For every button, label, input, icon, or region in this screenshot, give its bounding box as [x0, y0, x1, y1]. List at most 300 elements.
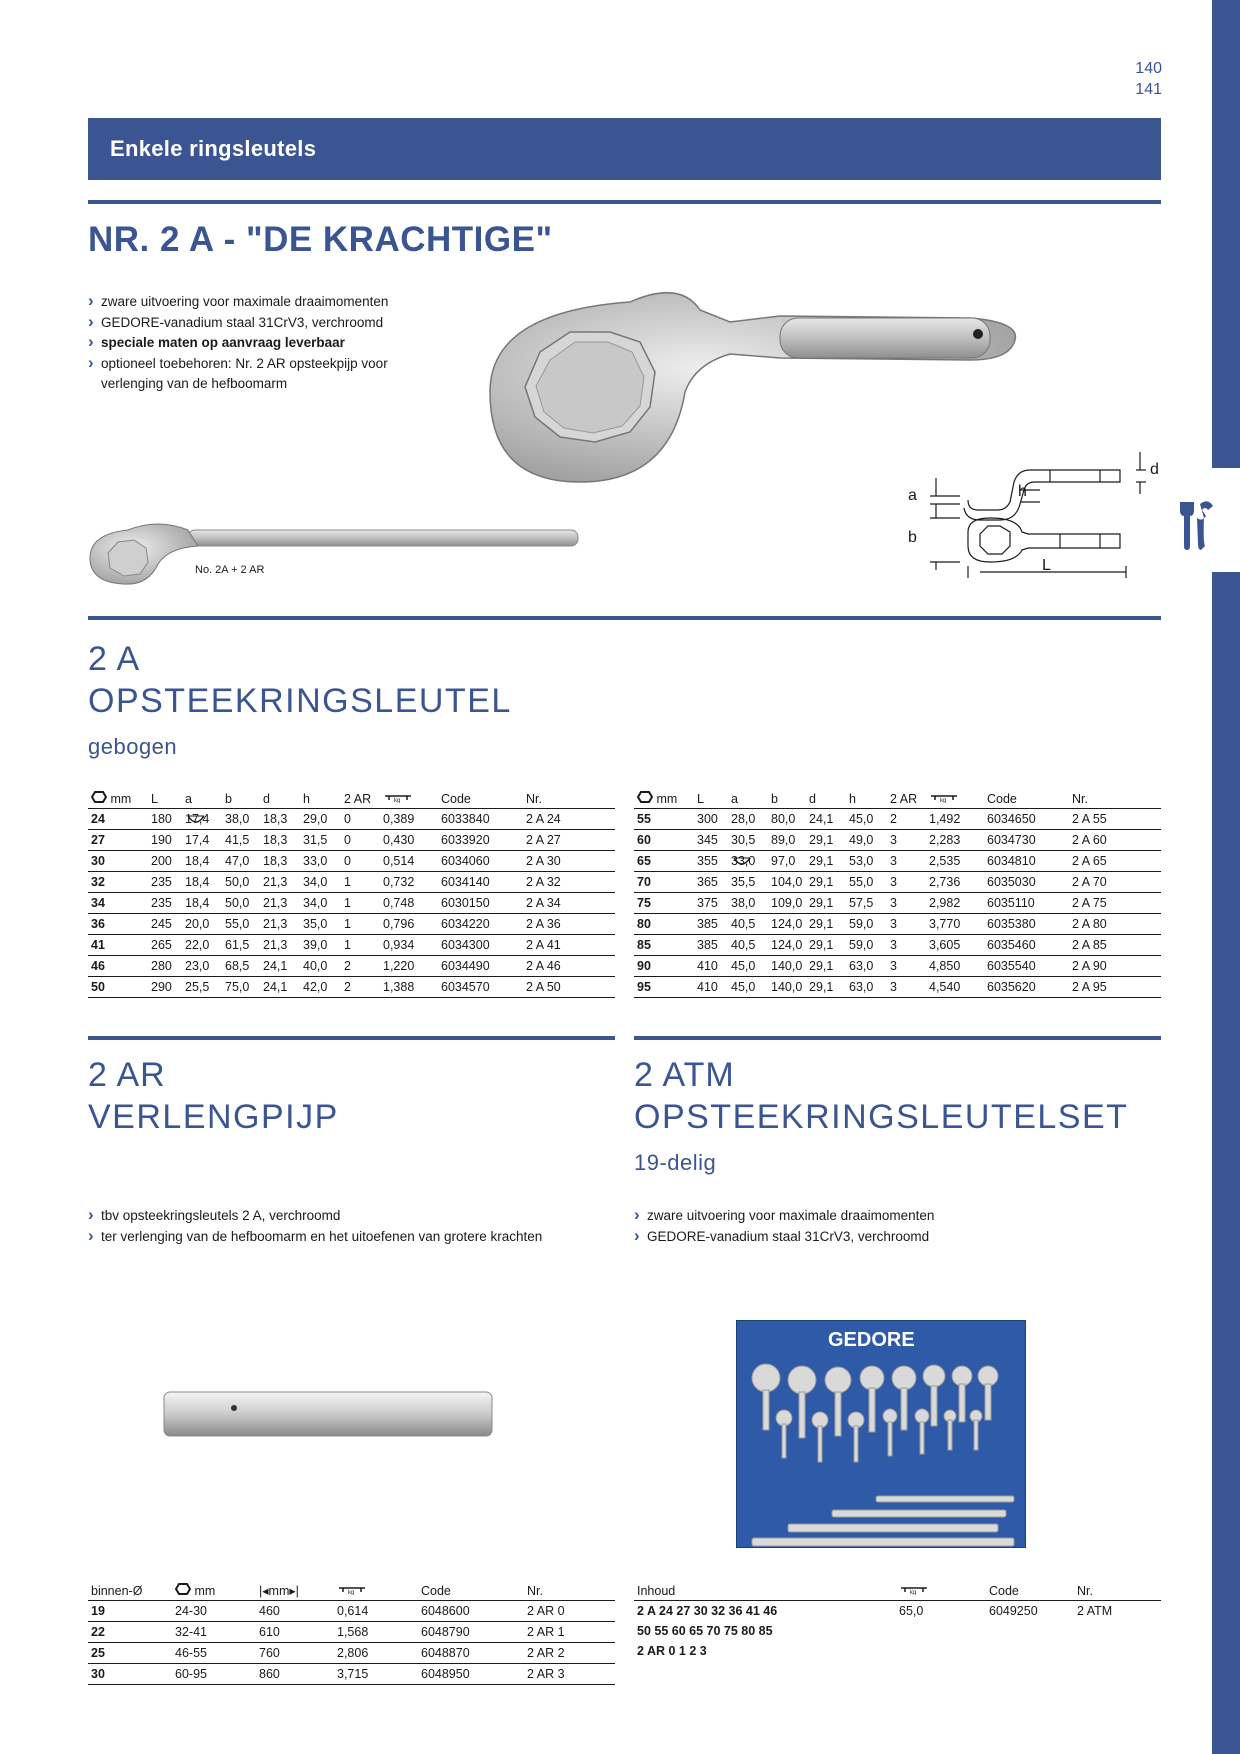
col-header: 2 AR — [887, 788, 926, 808]
section-subtitle-2a: gebogen — [88, 734, 178, 759]
table-cell: 2 A 46 — [523, 955, 615, 976]
size-cell: 41 — [88, 934, 148, 955]
size-cell: 22 — [88, 1621, 172, 1642]
table-cell: 6034140 — [438, 871, 523, 892]
table-cell: 89,0 — [768, 829, 806, 850]
table-cell: 41,5 — [222, 829, 260, 850]
set-weight: 65,0 — [899, 1603, 924, 1618]
table-cell: 2 A 30 — [523, 850, 615, 871]
table-cell: 29,1 — [806, 892, 846, 913]
col-header: Code — [986, 1580, 1074, 1600]
table-cell: 1,388 — [380, 976, 438, 997]
table-cell: 33,0 — [300, 850, 341, 871]
table-cell: 6034300 — [438, 934, 523, 955]
table-cell: 190 — [148, 829, 182, 850]
set-contents — [634, 1600, 896, 1661]
table-cell: 265 — [148, 934, 182, 955]
table-cell: 29,1 — [806, 955, 846, 976]
hex-mm-icon — [637, 791, 653, 803]
table-cell: 20,0 — [182, 913, 222, 934]
col-header: d — [260, 788, 300, 808]
table-cell: 2 A 60 — [1069, 829, 1161, 850]
dim-label-b: b — [908, 529, 917, 546]
bend-symbol-icon — [732, 856, 752, 870]
size-cell: 24 — [88, 808, 148, 829]
table-cell: 46-55 — [172, 1642, 256, 1663]
spec-table-2a-left — [88, 788, 615, 998]
table-cell: 6034810 — [984, 850, 1069, 871]
table-row — [634, 829, 1161, 850]
table-row — [88, 892, 615, 913]
table-cell: 24-30 — [172, 1600, 256, 1621]
col-header: Nr. — [524, 1580, 615, 1600]
hex-mm-icon — [91, 791, 107, 803]
hex-mm-icon — [175, 1583, 191, 1595]
table-row — [88, 850, 615, 871]
col-header-size — [88, 788, 148, 808]
table-cell: 21,3 — [260, 871, 300, 892]
table-cell: 6048600 — [418, 1600, 524, 1621]
dim-label-L: L — [1042, 557, 1051, 574]
weight-kg-label: kg — [910, 1589, 917, 1595]
table-cell: 45,0 — [728, 976, 768, 997]
table-cell: 2,982 — [926, 892, 984, 913]
table-cell: 4,540 — [926, 976, 984, 997]
col-header: binnen-Ø — [88, 1580, 172, 1600]
table-cell: 3 — [887, 913, 926, 934]
table-row — [634, 913, 1161, 934]
product-feature-list — [88, 292, 428, 395]
table-cell: 68,5 — [222, 955, 260, 976]
table-row — [88, 1642, 615, 1663]
table-cell: 2,535 — [926, 850, 984, 871]
table-cell: 1 — [341, 871, 380, 892]
table-cell: 63,0 — [846, 955, 887, 976]
table-cell: 410 — [694, 976, 728, 997]
table-cell: 17,4 — [182, 808, 222, 829]
table-cell: 29,1 — [806, 871, 846, 892]
table-row — [88, 871, 615, 892]
col-header: h — [300, 788, 341, 808]
section-code-2atm: 2 ATM — [634, 1056, 735, 1094]
dimension-drawing — [900, 442, 1170, 582]
table-cell: 2 A 95 — [1069, 976, 1161, 997]
size-cell: 30 — [88, 850, 148, 871]
table-cell: 140,0 — [768, 955, 806, 976]
table-cell: 53,0 — [846, 850, 887, 871]
table-cell: 410 — [694, 955, 728, 976]
spec-table-2a-right — [634, 788, 1161, 998]
table-cell: 21,3 — [260, 934, 300, 955]
size-cell: 80 — [634, 913, 694, 934]
table-cell: 2,806 — [334, 1642, 418, 1663]
table-cell: 47,0 — [222, 850, 260, 871]
weight-kg-icon — [929, 793, 959, 803]
weight-kg-icon — [383, 793, 413, 803]
table-cell: 3 — [887, 892, 926, 913]
table-cell: 0 — [341, 808, 380, 829]
table-row — [634, 934, 1161, 955]
section-name-2ar: VERLENGPIJP — [88, 1098, 339, 1136]
table-cell: 0 — [341, 850, 380, 871]
extension-pipe-photo — [160, 1388, 496, 1440]
table-cell: 2 A 36 — [523, 913, 615, 934]
table-cell: 140,0 — [768, 976, 806, 997]
section-code-2a: 2 A — [88, 640, 141, 678]
table-cell: 0,796 — [380, 913, 438, 934]
table-cell: 385 — [694, 934, 728, 955]
col-header: b — [768, 788, 806, 808]
set-contents-line: 2 A 24 27 30 32 36 41 46 — [637, 1603, 778, 1618]
table-cell: 345 — [694, 829, 728, 850]
col-header-weight — [926, 788, 984, 808]
col-header: 2 AR — [341, 788, 380, 808]
table-cell: 0,389 — [380, 808, 438, 829]
size-cell: 34 — [88, 892, 148, 913]
table-cell: 3 — [887, 829, 926, 850]
length-arrows-icon: |◂ — [259, 1583, 269, 1598]
table-row — [88, 934, 615, 955]
spec-table-2ar — [88, 1580, 615, 1685]
size-cell: 30 — [88, 1663, 172, 1684]
table-cell: 1,220 — [380, 955, 438, 976]
table-row — [634, 850, 1161, 871]
divider-rule — [88, 200, 1161, 204]
table-cell: 2 A 90 — [1069, 955, 1161, 976]
table-cell: 35,5 — [728, 871, 768, 892]
feature-item: › zware uitvoering voor maximale draaimomenten — [634, 1206, 1154, 1227]
col-header-weight — [896, 1580, 986, 1600]
table-cell: 34,0 — [300, 871, 341, 892]
table-cell: 2 AR 1 — [524, 1621, 615, 1642]
col-header: Nr. — [1074, 1580, 1161, 1600]
col-header: Code — [438, 788, 523, 808]
table-cell: 6048790 — [418, 1621, 524, 1642]
table-cell: 24,1 — [260, 976, 300, 997]
table-cell: 3,770 — [926, 913, 984, 934]
table-cell: 2 A 32 — [523, 871, 615, 892]
table-cell: 2 A 41 — [523, 934, 615, 955]
table-cell: 6034060 — [438, 850, 523, 871]
table-cell: 3 — [887, 976, 926, 997]
table-cell: 124,0 — [768, 913, 806, 934]
size-cell: 85 — [634, 934, 694, 955]
table-cell: 24,1 — [806, 808, 846, 829]
table-cell: 0,614 — [334, 1600, 418, 1621]
table-cell: 0,430 — [380, 829, 438, 850]
table-cell: 2 A 24 — [523, 808, 615, 829]
feature-item: › speciale maten op aanvraag leverbaar — [88, 333, 428, 354]
table-cell: 1,492 — [926, 808, 984, 829]
table-cell: 50,0 — [222, 892, 260, 913]
weight-kg-icon — [899, 1585, 929, 1595]
feature-item: › GEDORE-vanadium staal 31CrV3, verchroomd — [88, 313, 428, 334]
table-row — [634, 808, 1161, 829]
size-cell: 25 — [88, 1642, 172, 1663]
table-cell: 6030150 — [438, 892, 523, 913]
dim-label-a: a — [908, 487, 917, 504]
table-cell: 50,0 — [222, 871, 260, 892]
table-row — [634, 1600, 1161, 1661]
image-caption: No. 2A + 2 AR — [195, 564, 265, 576]
table-cell: 17,4 — [182, 829, 222, 850]
weight-kg-label: kg — [394, 797, 401, 803]
table-cell: 38,0 — [222, 808, 260, 829]
table-cell: 2 A 55 — [1069, 808, 1161, 829]
size-cell: 65 — [634, 850, 694, 871]
table-cell: 2 A 70 — [1069, 871, 1161, 892]
table-cell: 55,0 — [846, 871, 887, 892]
table-cell: 1,568 — [334, 1621, 418, 1642]
table-cell: 0,732 — [380, 871, 438, 892]
col-label-mm: mm — [194, 1583, 216, 1598]
table-cell: 45,0 — [846, 808, 887, 829]
table-cell: 2 AR 3 — [524, 1663, 615, 1684]
table-cell: 6034490 — [438, 955, 523, 976]
table-row — [88, 1663, 615, 1684]
col-header: Nr. — [1069, 788, 1161, 808]
size-cell: 70 — [634, 871, 694, 892]
table-cell: 6048870 — [418, 1642, 524, 1663]
table-cell: 365 — [694, 871, 728, 892]
table-cell: 6033920 — [438, 829, 523, 850]
table-row — [88, 1621, 615, 1642]
set-contents-line: 2 AR 0 1 2 3 — [637, 1643, 707, 1658]
col-header: L — [694, 788, 728, 808]
col-header: Nr. — [523, 788, 615, 808]
category-header: Enkele ringsleutels — [88, 118, 1161, 180]
table-cell: 32-41 — [172, 1621, 256, 1642]
table-cell: 40,0 — [300, 955, 341, 976]
col-header: a — [728, 788, 768, 808]
table-cell: 38,0 — [728, 892, 768, 913]
col-label-mm: mm — [110, 791, 132, 806]
table-cell: 124,0 — [768, 934, 806, 955]
table-cell: 385 — [694, 913, 728, 934]
table-cell: 3 — [887, 850, 926, 871]
table-cell: 2 AR 0 — [524, 1600, 615, 1621]
col-header: h — [846, 788, 887, 808]
table-cell: 6034650 — [984, 808, 1069, 829]
table-cell: 59,0 — [846, 934, 887, 955]
table-cell: 0 — [341, 829, 380, 850]
table-cell: 35,0 — [300, 913, 341, 934]
table-cell: 1 — [341, 913, 380, 934]
table-row — [88, 808, 615, 829]
table-cell: 29,0 — [300, 808, 341, 829]
table-cell: 61,5 — [222, 934, 260, 955]
table-cell: 2,283 — [926, 829, 984, 850]
col-header: Code — [984, 788, 1069, 808]
dim-label-d: d — [1150, 461, 1159, 478]
feature-item: › zware uitvoering voor maximale draaimomenten — [88, 292, 428, 313]
feature-item: › GEDORE-vanadium staal 31CrV3, verchroomd — [634, 1227, 1154, 1248]
size-cell: 60 — [634, 829, 694, 850]
table-cell: 18,4 — [182, 871, 222, 892]
col-header: L — [148, 788, 182, 808]
divider-rule — [88, 616, 1161, 620]
weight-kg-label: kg — [348, 1589, 355, 1595]
table-cell: 30,5 — [728, 829, 768, 850]
table-cell: 42,0 — [300, 976, 341, 997]
page-number-left: 140 — [1135, 60, 1162, 77]
table-cell: 180 — [148, 808, 182, 829]
table-cell: 6035380 — [984, 913, 1069, 934]
table-cell: 80,0 — [768, 808, 806, 829]
feature-item: › optioneel toebehoren: Nr. 2 AR opsteekpijp voor verlenging van de hefboomarm — [88, 354, 428, 395]
set-code: 6049250 — [989, 1603, 1038, 1618]
table-row — [634, 955, 1161, 976]
size-cell: 32 — [88, 871, 148, 892]
table-cell: 18,3 — [260, 808, 300, 829]
table-row — [634, 976, 1161, 997]
features-2atm — [634, 1206, 1154, 1247]
table-cell: 280 — [148, 955, 182, 976]
size-cell: 19 — [88, 1600, 172, 1621]
table-row — [88, 913, 615, 934]
table-cell: 2 A 34 — [523, 892, 615, 913]
col-header-weight — [334, 1580, 418, 1600]
table-cell: 355 — [694, 850, 728, 871]
table-cell: 24,1 — [260, 955, 300, 976]
feature-item: › ter verlenging van de hefboomarm en het uitoefenen van grotere krachten — [88, 1227, 608, 1248]
product-title: NR. 2 A - "DE KRACHTIGE" — [88, 220, 553, 259]
table-cell: 1 — [341, 892, 380, 913]
table-cell: 45,0 — [728, 955, 768, 976]
table-cell: 57,5 — [846, 892, 887, 913]
table-cell: 25,5 — [182, 976, 222, 997]
col-header: Code — [418, 1580, 524, 1600]
wrench-tab-icon — [1180, 496, 1214, 552]
table-row — [88, 976, 615, 997]
table-cell: 2 AR 2 — [524, 1642, 615, 1663]
table-cell: 2 A 85 — [1069, 934, 1161, 955]
table-cell: 6048950 — [418, 1663, 524, 1684]
table-cell: 3 — [887, 934, 926, 955]
table-cell: 18,3 — [260, 850, 300, 871]
table-cell: 18,4 — [182, 850, 222, 871]
set-contents-line: 50 55 60 65 70 75 80 85 — [637, 1623, 773, 1638]
table-cell: 33,0 — [728, 850, 768, 871]
table-cell: 375 — [694, 892, 728, 913]
table-cell: 245 — [148, 913, 182, 934]
table-cell: 235 — [148, 871, 182, 892]
table-cell: 63,0 — [846, 976, 887, 997]
table-row — [634, 871, 1161, 892]
divider-rule — [88, 1036, 615, 1040]
features-2ar — [88, 1206, 608, 1247]
table-cell: 6034570 — [438, 976, 523, 997]
col-label-mm: mm — [656, 791, 678, 806]
size-cell: 55 — [634, 808, 694, 829]
table-cell: 1 — [341, 934, 380, 955]
table-cell: 6035460 — [984, 934, 1069, 955]
table-cell: 3,605 — [926, 934, 984, 955]
size-cell: 27 — [88, 829, 148, 850]
col-label-mm: mm — [268, 1583, 290, 1598]
table-cell: 2,736 — [926, 871, 984, 892]
dim-label-h: h — [1018, 483, 1027, 500]
size-cell: 50 — [88, 976, 148, 997]
col-header: b — [222, 788, 260, 808]
section-name-2a: OPSTEEKRINGSLEUTEL — [88, 682, 512, 720]
table-cell: 75,0 — [222, 976, 260, 997]
table-cell: 3 — [887, 871, 926, 892]
col-header-weight — [380, 788, 438, 808]
page-number-right: 141 — [1135, 81, 1162, 98]
table-cell: 300 — [694, 808, 728, 829]
table-cell: 860 — [256, 1663, 334, 1684]
wrench-set-board-photo — [736, 1320, 1026, 1548]
table-cell: 18,4 — [182, 892, 222, 913]
table-cell: 104,0 — [768, 871, 806, 892]
table-row — [634, 892, 1161, 913]
table-row — [88, 829, 615, 850]
length-arrows-icon: ▸| — [289, 1583, 299, 1598]
table-cell: 2 A 75 — [1069, 892, 1161, 913]
table-cell: 29,1 — [806, 934, 846, 955]
side-tab-strip-lower — [1212, 572, 1240, 1754]
table-cell: 6034220 — [438, 913, 523, 934]
table-cell: 59,0 — [846, 913, 887, 934]
table-cell: 6035540 — [984, 955, 1069, 976]
table-cell: 6035030 — [984, 871, 1069, 892]
side-tab-strip — [1212, 0, 1240, 468]
table-cell: 2 A 65 — [1069, 850, 1161, 871]
table-cell: 49,0 — [846, 829, 887, 850]
table-cell: 6035110 — [984, 892, 1069, 913]
table-cell: 29,1 — [806, 976, 846, 997]
table-cell: 3,715 — [334, 1663, 418, 1684]
col-header-size — [172, 1580, 256, 1600]
table-cell: 290 — [148, 976, 182, 997]
col-header: Inhoud — [634, 1580, 896, 1600]
table-cell: 0,934 — [380, 934, 438, 955]
size-cell: 36 — [88, 913, 148, 934]
table-cell: 97,0 — [768, 850, 806, 871]
size-cell: 95 — [634, 976, 694, 997]
table-cell: 200 — [148, 850, 182, 871]
section-name-2atm: OPSTEEKRINGSLEUTELSET — [634, 1098, 1129, 1136]
table-cell: 2 — [887, 808, 926, 829]
table-row — [88, 955, 615, 976]
weight-kg-icon — [337, 1585, 367, 1595]
table-cell: 2 A 27 — [523, 829, 615, 850]
bend-symbol-icon — [186, 814, 206, 828]
col-header-length — [256, 1580, 334, 1600]
table-cell: 21,3 — [260, 913, 300, 934]
table-cell: 3 — [887, 955, 926, 976]
size-cell: 90 — [634, 955, 694, 976]
table-cell: 2 — [341, 955, 380, 976]
table-cell: 6035620 — [984, 976, 1069, 997]
table-cell: 29,1 — [806, 850, 846, 871]
set-nr: 2 ATM — [1077, 1603, 1113, 1618]
table-cell: 2 — [341, 976, 380, 997]
table-cell: 235 — [148, 892, 182, 913]
feature-item: › tbv opsteekringsleutels 2 A, verchroomd — [88, 1206, 608, 1227]
table-cell: 55,0 — [222, 913, 260, 934]
table-cell: 2 A 80 — [1069, 913, 1161, 934]
spec-table-2atm — [634, 1580, 1161, 1661]
table-cell: 40,5 — [728, 934, 768, 955]
table-cell: 2 A 50 — [523, 976, 615, 997]
table-cell: 22,0 — [182, 934, 222, 955]
table-cell: 29,1 — [806, 829, 846, 850]
table-cell: 109,0 — [768, 892, 806, 913]
table-cell: 34,0 — [300, 892, 341, 913]
divider-rule — [634, 1036, 1161, 1040]
